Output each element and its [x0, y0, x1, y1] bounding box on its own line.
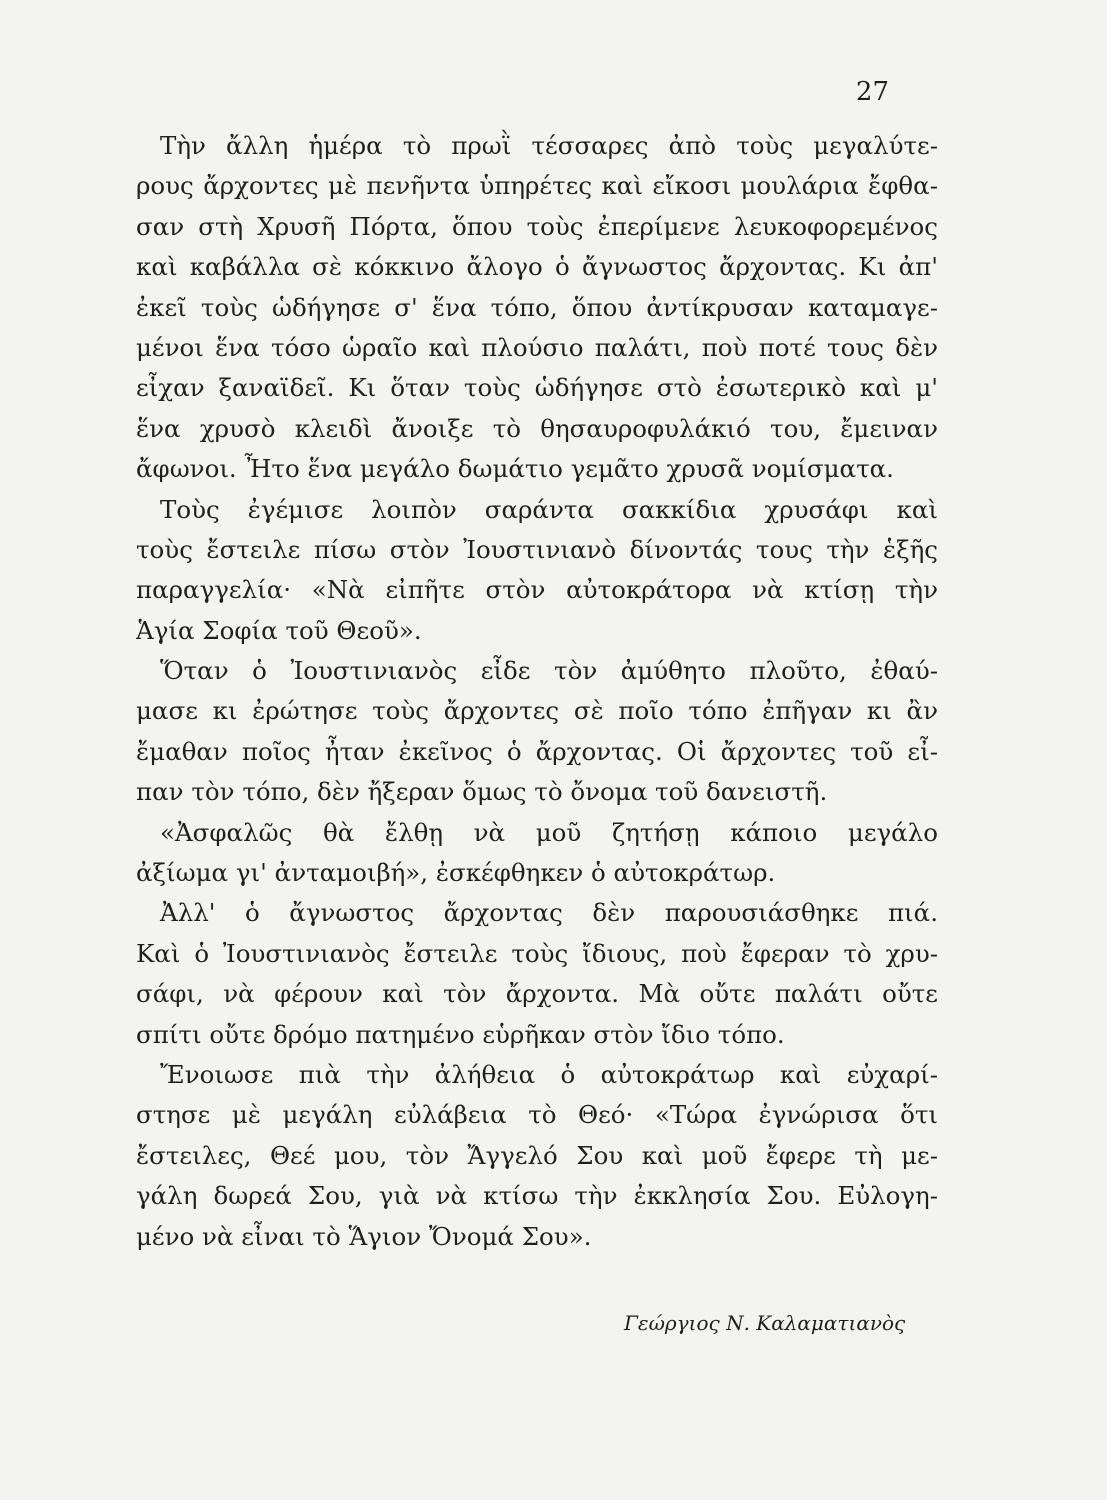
- text-line: ἕνα χρυσὸ κλειδὶ ἄνοιξε τὸ θησαυροφυλάκιό του, ἔμειναν: [136, 413, 938, 443]
- page-number: 27: [855, 77, 889, 107]
- text-line: ἐκεῖ τοὺς ὡδήγησε σ' ἕνα τόπο, ὅπου ἀντίκρυσαν καταμαγε-: [136, 292, 938, 322]
- text-line: στησε μὲ μεγάλη εὐλάβεια τὸ Θεό· «Τώρα ἐγνώρισα ὅτι: [136, 1100, 938, 1130]
- text-line: σπίτι οὔτε δρόμο πατημένο εὑρῆκαν στὸν ἴδιο τόπο.: [136, 1019, 785, 1049]
- author-signature: Γεώργιος Ν. Καλαματιανὸς: [624, 1311, 906, 1335]
- text-line: «Ἀσφαλῶς θὰ ἔλθῃ νὰ μοῦ ζητήσῃ κάποιο μεγάλο: [160, 817, 938, 847]
- text-line: Τοὺς ἐγέμισε λοιπὸν σαράντα σακκίδια χρυσάφι καὶ: [160, 494, 938, 524]
- text-line: μασε κι ἐρώτησε τοὺς ἄρχοντες σὲ ποῖο τόπο ἐπῆγαν κι ἂν: [136, 696, 938, 726]
- text-line: παν τὸν τόπο, δὲν ἤξεραν ὅμως τὸ ὄνομα τοῦ δανειστῆ.: [136, 777, 828, 807]
- text-line: Τὴν ἄλλη ἡμέρα τὸ πρωῒ τέσσαρες ἀπὸ τοὺς μεγαλύτε-: [160, 131, 938, 160]
- text-line: Ἀλλ' ὁ ἄγνωστος ἄρχοντας δὲν παρουσιάσθηκε πιά.: [160, 898, 938, 928]
- text-line: καὶ καβάλλα σὲ κόκκινο ἄλογο ὁ ἄγνωστος ἄρχοντας. Κι ἀπ': [136, 252, 938, 282]
- text-line: μένοι ἕνα τόσο ὡραῖο καὶ πλούσιο παλάτι, ποὺ ποτέ τους δὲν: [136, 332, 938, 362]
- text-line: γάλη δωρεά Σου, γιὰ νὰ κτίσω τὴν ἐκκλησία Σου. Εὐλογη-: [136, 1181, 938, 1211]
- text-line: σαν στὴ Χρυσῆ Πόρτα, ὅπου τοὺς ἐπερίμενε λευκοφορεμένος: [136, 211, 938, 241]
- text-line: παραγγελία· «Νὰ εἰπῆτε στὸν αὐτοκράτορα νὰ κτίσῃ τὴν: [136, 575, 938, 605]
- text-line: ἔμαθαν ποῖος ἦταν ἐκεῖνος ὁ ἄρχοντας. Οἱ ἄρχοντες τοῦ εἶ-: [136, 736, 938, 766]
- text-line: ἄφωνοι. Ἦτο ἕνα μεγάλο δωμάτιο γεμᾶτο χρυσᾶ νομίσματα.: [136, 454, 894, 484]
- text-line: ἔστειλες, Θεέ μου, τὸν Ἄγγελό Σου καὶ μοῦ ἔφερε τὴ με-: [136, 1140, 938, 1170]
- text-line: ἀξίωμα γι' ἀνταμοιβή», ἐσκέφθηκεν ὁ αὐτοκράτωρ.: [136, 858, 776, 888]
- text-line: Ἔνοιωσε πιὰ τὴν ἀλήθεια ὁ αὐτοκράτωρ καὶ εὐχαρί-: [160, 1059, 938, 1089]
- text-line: Ἁγία Σοφία τοῦ Θεοῦ».: [136, 615, 422, 645]
- text-line: Ὅταν ὁ Ἰουστινιανὸς εἶδε τὸν ἀμύθητο πλοῦτο, ἐθαύ-: [160, 656, 938, 686]
- text-line: ρους ἄρχοντες μὲ πενῆντα ὑπηρέτες καὶ εἴκοσι μουλάρια ἔφθα-: [136, 171, 938, 201]
- text-line: μένο νὰ εἶναι τὸ Ἅγιον Ὄνομά Σου».: [136, 1221, 592, 1251]
- body-text: [136, 126, 938, 1257]
- text-line: σάφι, νὰ φέρουν καὶ τὸν ἄρχοντα. Μὰ οὔτε παλάτι οὔτε: [136, 979, 938, 1009]
- text-line: εἶχαν ξαναϊδεῖ. Κι ὅταν τοὺς ὡδήγησε στὸ ἐσωτερικὸ καὶ μ': [136, 373, 938, 403]
- text-line: Καὶ ὁ Ἰουστινιανὸς ἔστειλε τοὺς ἴδιους, ποὺ ἔφεραν τὸ χρυ-: [136, 938, 938, 968]
- text-line: τοὺς ἔστειλε πίσω στὸν Ἰουστινιανὸ δίνοντάς τους τὴν ἑξῆς: [136, 534, 938, 564]
